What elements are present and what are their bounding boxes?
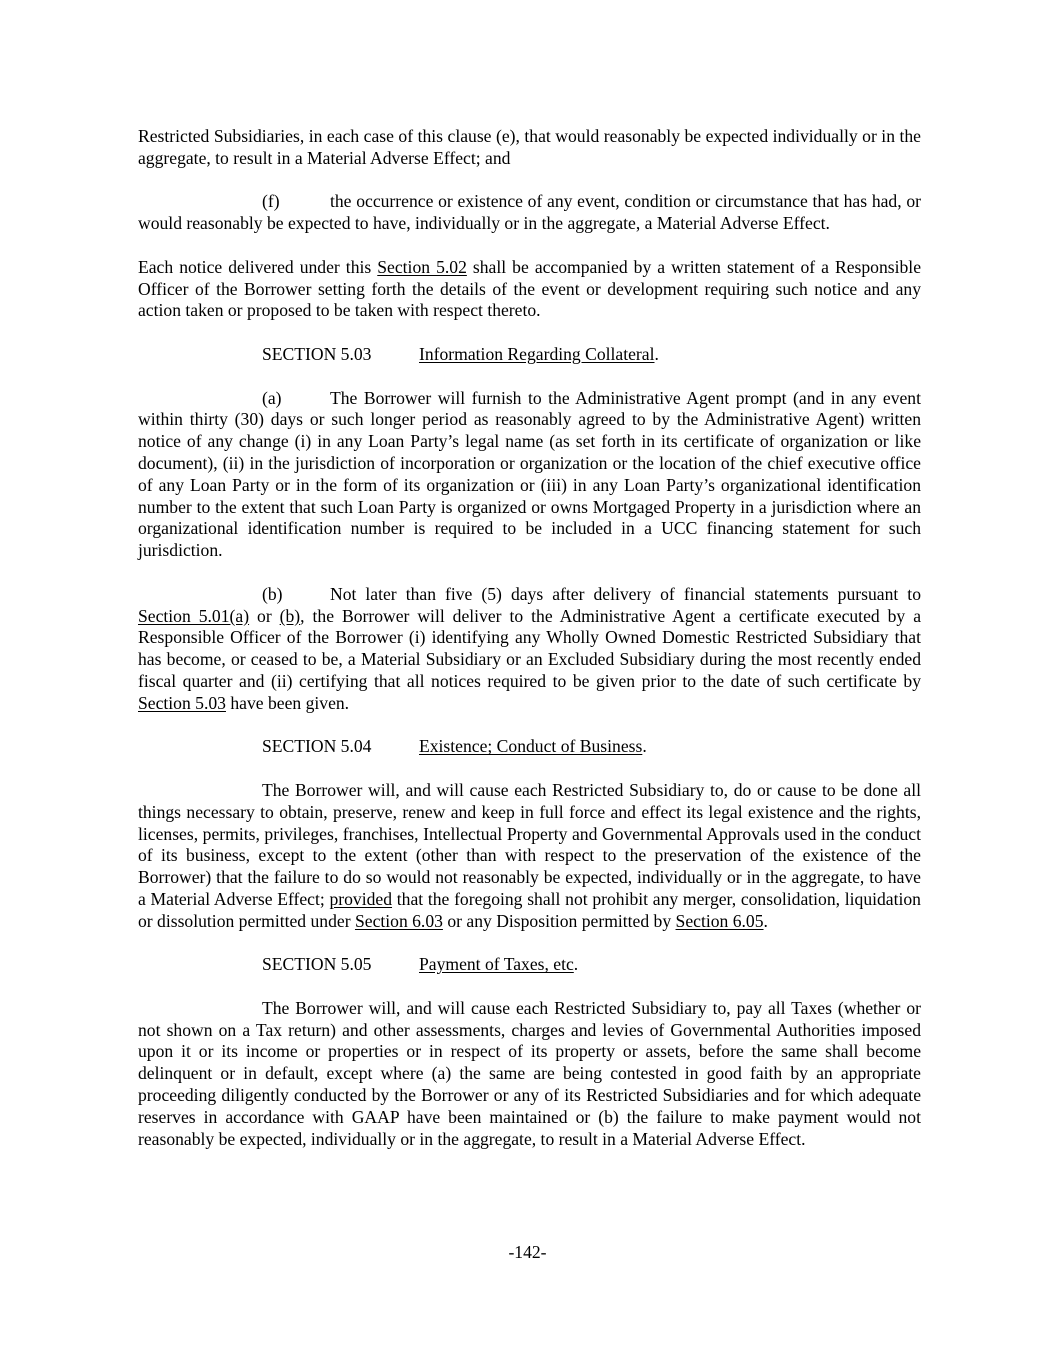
clause-a-label: (a) (262, 387, 282, 408)
provided-term: provided (329, 888, 393, 909)
section-505-period: . (573, 954, 579, 975)
section-503-link[interactable]: Section 5.03 (138, 692, 226, 713)
section-505-heading (138, 954, 921, 976)
section-504-number: SECTION 5.04 (262, 736, 372, 757)
section-503-number: SECTION 5.03 (262, 343, 372, 364)
section-501b-link[interactable]: (b) (279, 605, 301, 626)
page-number: -142- (508, 1242, 547, 1262)
section-503-clause-a (138, 388, 921, 562)
section-504-text-a: The Borrower will, and will cause each Restricted Subsidiary to, do or cause to be done all things necessary to obtain, preserve, renew and keep in full force and effect its legal existence and the rights, licenses, permits, privileges, franchises, Intellectual Property and Governmental Approvals used in the conduct of its business, except to the extent (other than with respect to the preservation of the existence of the Borrower) that the failure to do so would not reasonably be expected, individually or in the aggregate, to have a Material Adverse Effect; (138, 779, 921, 909)
clause-a-text: The Borrower will furnish to the Administrative Agent prompt (and in any event within thirty (30) days or such longer period as reasonably agreed to by the Administrative Agent) written notice of any change (i) in any Loan Party’s legal name (as set forth in its certificate of organization or like document), (ii) in the jurisdiction of incorporation or organization or the location of the chief executive office of any Loan Party or in the form of its organization or (iii) in any Loan Party’s organizational identification number to the extent that such Loan Party is organized or owns Mortgaged Property in a jurisdiction where an organizational identification number is required to be included in a UCC financing statement for such jurisdiction. (138, 387, 921, 561)
section-502-link[interactable]: Section 5.02 (377, 256, 467, 277)
section-504-text-b: that the foregoing shall not prohibit any merger, consolidation, liquidation or dissolution permitted under (138, 888, 921, 931)
section-504-title: Existence; Conduct of Business (419, 736, 643, 757)
section-503-heading (138, 344, 921, 366)
notice-paragraph (138, 257, 921, 322)
section-501a-link[interactable]: Section 5.01(a) (138, 605, 250, 626)
section-603-link[interactable]: Section 6.03 (354, 910, 443, 931)
clause-b-text-a: Not later than five (5) days after delivery of financial statements pursuant to (330, 583, 921, 604)
section-503-period: . (654, 343, 659, 364)
notice-text-b: shall be accompanied by a written statement of a Responsible Officer of the Borrower setting forth the details of the event or development requiring such notice and any action taken or proposed to be taken with respect thereto. (138, 256, 921, 321)
section-503-clause-b (138, 584, 921, 715)
section-605-link[interactable]: Section 6.05 (675, 910, 764, 931)
clause-f-text: the occurrence or existence of any event, condition or circumstance that has had, or would reasonably be expected to have, individually or in the aggregate, a Material Adverse Effect. (138, 191, 921, 234)
notice-text-a: Each notice delivered under this (138, 256, 378, 277)
section-504-period: . (642, 736, 647, 757)
clause-b-text-b: , the Borrower will deliver to the Administrative Agent a certificate executed by a Responsible Officer of the Borrower (i) identifying any Wholly Owned Domestic Restricted Subsidiary that has become, or ceased to be, a Material Subsidiary or an Excluded Subsidiary during the most recently ended fiscal quarter and (ii) certifying that all notices required to be given prior to the date of such certificate by (138, 605, 921, 691)
clause-b-label: (b) (262, 583, 283, 604)
clause-b-or: or (249, 605, 280, 626)
document-page (138, 126, 921, 1150)
paragraph-continuation: Restricted Subsidiaries, in each case of this clause (e), that would reasonably be expected individually or in the aggregate, to result in a Material Adverse Effect; and (138, 126, 921, 168)
section-503-title: Information Regarding Collateral (419, 343, 655, 364)
section-505-body: The Borrower will, and will cause each Restricted Subsidiary to, pay all Taxes (whether or not shown on a Tax return) and other assessments, charges and levies of Governmental Authorities imposed upon it or its income or properties or in respect of its property or assets, before the same shall become delinquent or in default, except where (a) the same are being contested in good faith by an appropriate proceeding diligently conducted by the Borrower or any of its Restricted Subsidiaries and for which adequate reserves in accordance with GAAP have been maintained or (b) the failure to make payment would not reasonably be expected, individually or in the aggregate, to result in a Material Adverse Effect. (138, 997, 921, 1149)
section-504-text-c: or any Disposition permitted by (442, 910, 676, 931)
clause-b-text-c: have been given. (225, 692, 350, 713)
section-505-title: Payment of Taxes, etc (419, 954, 574, 975)
section-505-number: SECTION 5.05 (262, 954, 372, 975)
section-504-heading (138, 736, 921, 758)
clause-f (138, 191, 921, 235)
section-504-text-d: . (763, 910, 768, 931)
section-504-body (138, 780, 921, 933)
clause-f-label: (f) (262, 191, 280, 212)
